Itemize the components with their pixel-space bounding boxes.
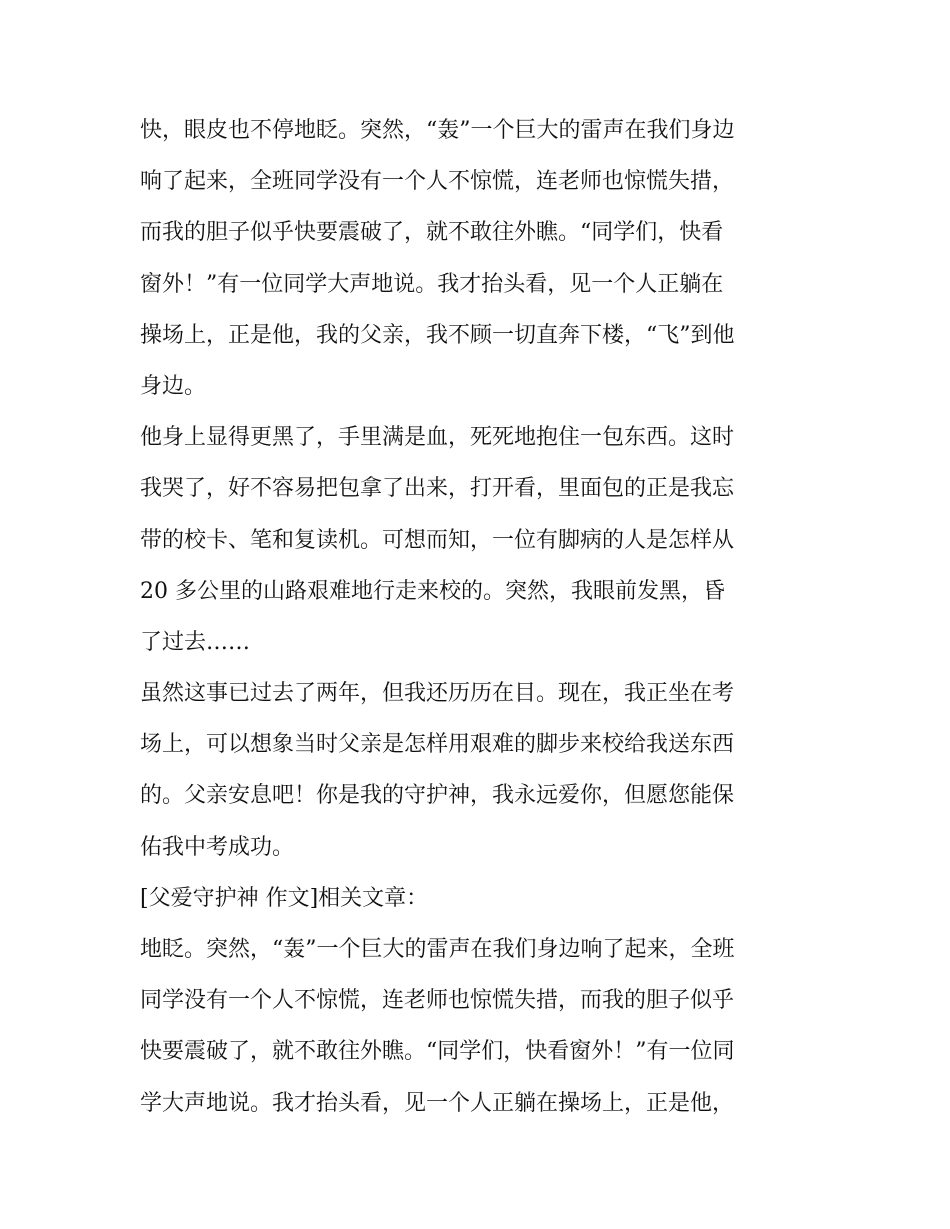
text-line: 而我的胆子似乎快要震破了，就不敢往外瞧。“同学们，快看 bbox=[140, 220, 724, 246]
text-line: 虽然这事已过去了两年，但我还历历在目。现在，我正坐在考 bbox=[140, 681, 735, 707]
text-line: 同学没有一个人不惊慌，连老师也惊慌失措，而我的胆子似乎 bbox=[140, 988, 735, 1014]
text-line: 佑我中考成功。 bbox=[140, 834, 295, 860]
text-line: 他身上显得更黑了，手里满是血，死死地抱住一包东西。这时 bbox=[140, 425, 735, 451]
related-articles-heading: [父爱守护神 作文]相关文章： bbox=[140, 885, 429, 911]
text-line: 身边。 bbox=[140, 373, 207, 399]
text-line: 学大声地说。我才抬头看，见一个人正躺在操场上，正是他， bbox=[140, 1090, 735, 1116]
text-line: 操场上，正是他，我的父亲，我不顾一切直奔下楼，“飞”到他 bbox=[140, 322, 735, 348]
text-line: 窗外！”有一位同学大声地说。我才抬头看，见一个人正躺在 bbox=[140, 271, 724, 297]
text-line: 20 多公里的山路艰难地行走来校的。突然，我眼前发黑，昏 bbox=[140, 578, 725, 604]
text-line: 带的校卡、笔和复读机。可想而知，一位有脚病的人是怎样从 bbox=[140, 527, 735, 553]
text-line: 了过去…… bbox=[140, 629, 251, 655]
text-line: 的。父亲安息吧！你是我的守护神，我永远爱你，但愿您能保 bbox=[140, 783, 735, 809]
text-line: 快要震破了，就不敢往外瞧。“同学们，快看窗外！”有一位同 bbox=[140, 1039, 735, 1065]
text-line: 快，眼皮也不停地眨。突然，“轰”一个巨大的雷声在我们身边 bbox=[140, 118, 735, 143]
text-line: 地眨。突然，“轰”一个巨大的雷声在我们身边响了起来，全班 bbox=[140, 937, 735, 962]
text-line: 响了起来，全班同学没有一个人不惊慌，连老师也惊慌失措， bbox=[140, 169, 735, 195]
text-line: 场上，可以想象当时父亲是怎样用艰难的脚步来校给我送东西 bbox=[140, 732, 735, 758]
text-line: 我哭了，好不容易把包拿了出来，打开看，里面包的正是我忘 bbox=[140, 476, 735, 502]
document-body bbox=[140, 105, 830, 1129]
